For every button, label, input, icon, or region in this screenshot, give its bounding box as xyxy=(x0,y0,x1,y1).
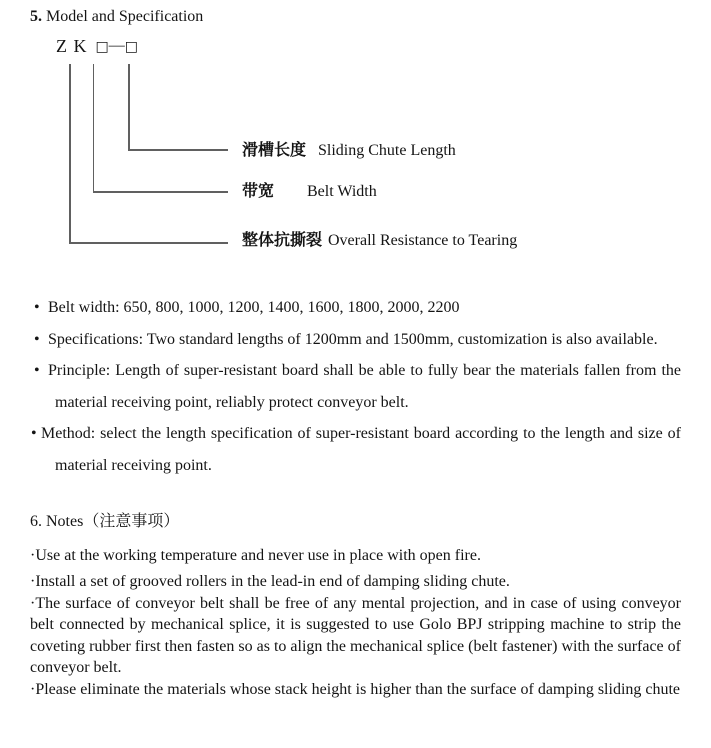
diagram-label-belt-width xyxy=(242,181,377,201)
diagram-label-chute-length-zh: 滑槽长度 xyxy=(242,140,307,159)
bullet-marker: • xyxy=(31,425,37,443)
diagram-label-chute-length xyxy=(242,140,456,160)
section5-number: 5. xyxy=(30,8,42,25)
bullet-marker: • xyxy=(34,362,40,380)
diagram-label-tearing xyxy=(242,230,517,250)
notes-list xyxy=(30,545,681,700)
bullet-item-method xyxy=(30,418,681,481)
leader-vline-belt-width xyxy=(93,64,95,192)
section5-heading xyxy=(30,7,203,26)
bullet-item-belt-width xyxy=(30,292,681,324)
bullet-item-specifications xyxy=(30,324,681,356)
bullet-text: Principle: Length of super-resistant board shall be able to fully bear the materials fallen from the material receiving point, reliably protect conveyor belt. xyxy=(48,362,681,411)
section5-title: Model and Specification xyxy=(42,8,204,25)
note-paragraph-stack-height: ·Please eliminate the materials whose stack height is higher than the surface of damping sliding chute xyxy=(30,680,681,698)
model-code-box2: □ xyxy=(124,39,138,55)
bullet-marker: • xyxy=(34,330,40,348)
diagram-label-chute-length-en: Sliding Chute Length xyxy=(318,142,456,159)
bullet-text: Specifications: Two standard lengths of 1200mm and 1500mm, customization is also available. xyxy=(48,330,658,348)
bullet-text: Method: select the length specification of super-resistant board according to the length and size of material receiving point. xyxy=(41,425,681,474)
leader-hline-tearing xyxy=(69,242,228,244)
diagram-label-belt-width-en: Belt Width xyxy=(307,183,377,200)
note-paragraph-rollers: ·Install a set of grooved rollers in the lead-in end of damping sliding chute. xyxy=(30,573,510,590)
diagram-label-tearing-zh: 整体抗撕裂 xyxy=(242,230,323,249)
model-code-box1: □ xyxy=(95,39,109,55)
section6-heading xyxy=(30,510,179,532)
spec-bullet-list xyxy=(30,292,681,482)
diagram-label-tearing-en: Overall Resistance to Tearing xyxy=(328,232,518,249)
model-code-letters: Z K xyxy=(56,36,88,56)
leader-hline-belt-width xyxy=(93,191,229,193)
bullet-item-principle xyxy=(30,355,681,418)
section6-title-en: 6. Notes xyxy=(30,513,84,530)
bullet-marker: • xyxy=(34,299,40,316)
note-paragraph-belt-surface: ·The surface of conveyor belt shall be free of any mental projection, and in case of using conveyor belt connected by mechanical splice, it is suggested to use Golo BPJ stripping machine to strip the coveting rubber first then fasten so as to align the mechanical splice (belt fastener) with the surface of conveyor belt. xyxy=(30,594,681,676)
diagram-label-belt-width-zh: 带宽 xyxy=(242,181,275,200)
leader-hline-chute-length xyxy=(128,149,228,151)
leader-vline-tearing xyxy=(69,64,71,243)
leader-vline-chute-length xyxy=(128,64,130,151)
model-code xyxy=(56,36,138,58)
note-paragraph-temperature: ·Use at the working temperature and never use in place with open fire. xyxy=(30,547,481,564)
section6-title-zh: （注意事项） xyxy=(83,511,180,530)
model-code-dash: — xyxy=(108,37,125,54)
bullet-text: Belt width: 650, 800, 1000, 1200, 1400, 1600, 1800, 2000, 2200 xyxy=(48,299,460,316)
